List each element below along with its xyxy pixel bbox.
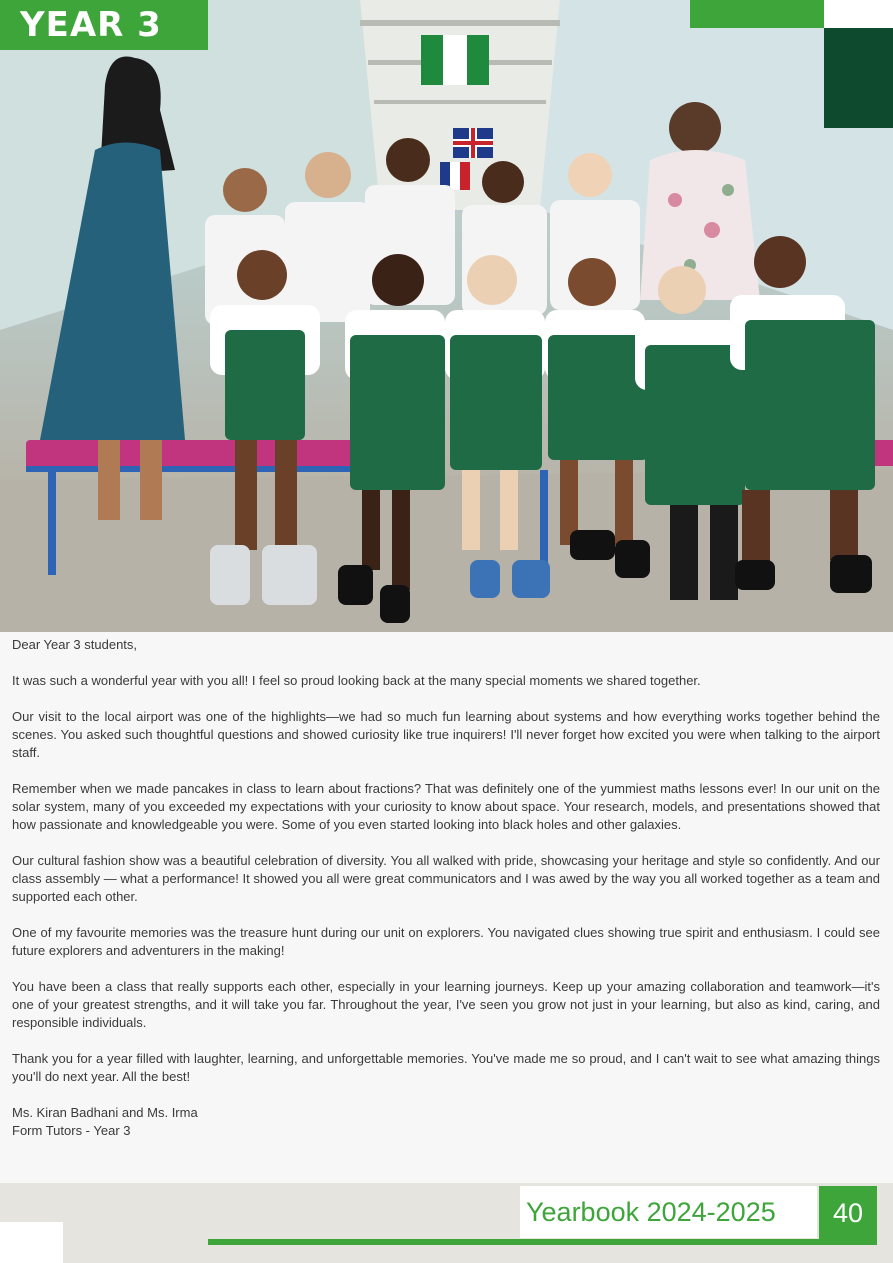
letter-greeting: Dear Year 3 students, (12, 637, 138, 652)
footer-white-block (0, 1222, 63, 1263)
letter-paragraph: One of my favourite memories was the treasure hunt during our unit on explorers. You navigated clues showing true spirit and enthusiasm. I could see future explorers and adventurers in the making! (12, 925, 880, 958)
letter-body (12, 636, 880, 1140)
letter-paragraph: Our visit to the local airport was one of the highlights—we had so much fun learning about systems and how everything works together behind the scenes. You asked such thoughtful questions and showed curiosity like true inquirers! I'll never forget how excited you were when talking to the airport staff. (12, 709, 880, 760)
letter-paragraph: Thank you for a year filled with laughter, learning, and unforgettable memories. You've made me so proud, and I can't wait to see what amazing things you'll do next year. All the best! (12, 1051, 880, 1084)
letter-paragraph: Our cultural fashion show was a beautiful celebration of diversity. You all walked with pride, showcasing your heritage and style so confidently. And our class assembly — what a performance! It showed you all were great communicators and I was awed by the way you all worked together as a team and supported each other. (12, 853, 880, 904)
signature-role: Form Tutors - Year 3 (12, 1123, 131, 1138)
footer-rule (208, 1239, 877, 1245)
signature-names: Ms. Kiran Badhani and Ms. Irma (12, 1105, 198, 1120)
page-number: 40 (819, 1186, 877, 1240)
decorative-dark-green-block (824, 28, 893, 128)
yearbook-label: Yearbook 2024-2025 (520, 1186, 817, 1238)
decorative-white-block (824, 0, 893, 28)
year-badge: YEAR 3 (0, 0, 208, 50)
flag-uk-icon (453, 128, 493, 158)
flag-nigeria-icon (421, 35, 489, 85)
decorative-green-block (690, 0, 824, 28)
letter-paragraph: You have been a class that really supports each other, especially in your learning journeys. Keep up your amazing collaboration and teamwork—it's one of your greatest strengths, and it will take you far. Throughout the year, I've seen you grow not just in your learning, but also as kind, caring, and responsible individuals. (12, 979, 880, 1030)
letter-paragraph: It was such a wonderful year with you all! I feel so proud looking back at the many special moments we shared together. (12, 673, 701, 688)
letter-paragraph: Remember when we made pancakes in class to learn about fractions? That was definitely one of the yummiest maths lessons ever! In our unit on the solar system, many of you exceeded my expectations with your curiosity to know about space. Your research, models, and presentations showed that how passionate and knowledgeable you were. Some of you even started looking into black holes and other galaxies. (12, 781, 880, 832)
